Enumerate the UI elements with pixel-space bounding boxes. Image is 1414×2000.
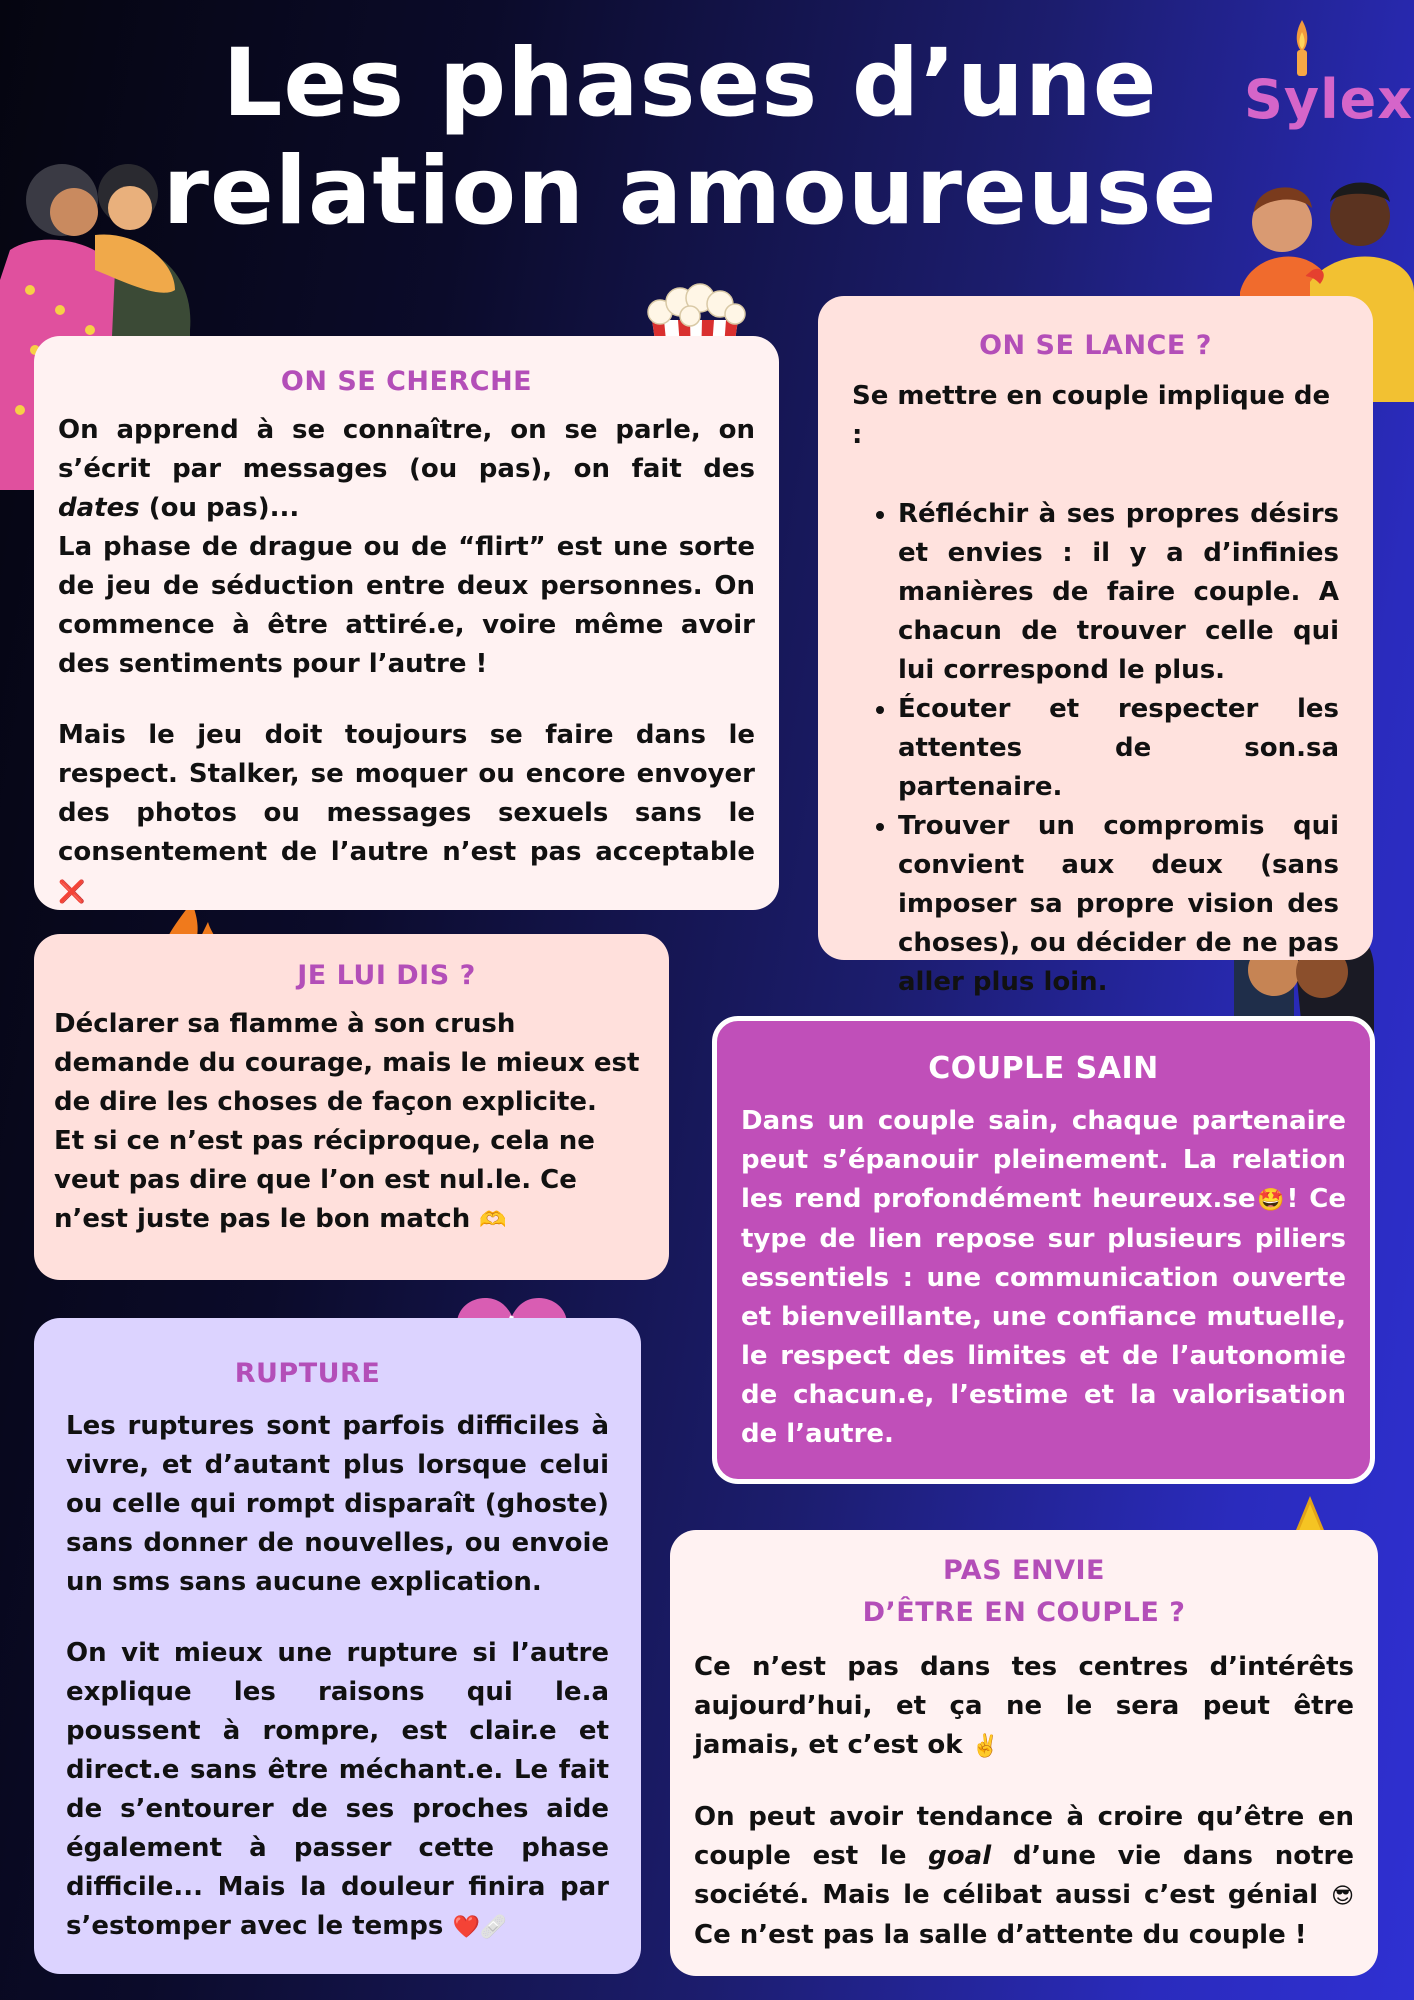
sunglasses-face-icon: 😎: [1331, 1884, 1354, 1909]
list-item: • Écouter et respecter les attentes de son.sa partenaire.: [898, 690, 1339, 807]
sain-paragraph: Dans un couple sain, chaque partenaire peut s’épanouir pleinement. La relation les rend profondément heureux.se🤩! Ce type de lien repose sur plusieurs piliers essentiels : une communication ouverte et bienveillante, une confiance mutuelle, le respect des limites et de l’autonomie de chacun.e, l’estime et la valorisation de l’autre.: [741, 1106, 1346, 1449]
heart-hands-icon: 🫶: [479, 1208, 507, 1233]
sylex-logo: [1236, 20, 1414, 150]
star-struck-icon: 🤩: [1255, 1188, 1287, 1213]
card-title-on-se-lance: ON SE LANCE ?: [979, 330, 1212, 361]
card-title-on-se-cherche: ON SE CHERCHE: [280, 366, 533, 397]
card-on-se-cherche: [34, 336, 779, 910]
rupture-paragraph-1: Les ruptures sont parfois difficiles à vivre, et d’autant plus lorsque celui ou celle qui rompt disparaît (ghoste) sans donner de nouvelles, ou envoie un sms sans aucune explication.: [66, 1411, 609, 1597]
dis-paragraph-1: Déclarer sa flamme à son crush demande du courage, mais le mieux est de dire les choses de façon explicite.: [54, 1009, 640, 1117]
card-rupture: [34, 1318, 641, 1974]
card-title-rupture: RUPTURE: [234, 1358, 381, 1389]
logo-text: Sylex: [1244, 68, 1414, 131]
cherche-paragraph-1: On apprend à se connaître, on se parle, on s’écrit par messages (ou pas), on fait des dates (ou pas)...: [58, 415, 755, 523]
envie-paragraph-2: On peut avoir tendance à croire qu’être en couple est le goal d’une vie dans notre société. Mais le célibat aussi c’est génial 😎 Ce n’est pas la salle d’attente du couple !: [694, 1802, 1354, 1950]
card-je-lui-dis: [34, 934, 669, 1280]
card-on-se-lance: [818, 296, 1373, 997]
lance-intro: Se mettre en couple implique de :: [852, 381, 1331, 450]
card-couple-sain: [712, 1016, 1375, 1484]
page-title: [150, 30, 1230, 246]
card-title-je-lui-dis: JE LUI DIS ?: [297, 960, 476, 991]
cherche-paragraph-2: La phase de drague ou de “flirt” est une sorte de jeu de séduction entre deux personnes. On commence à être attiré.e, voire même avoir des sentiments pour l’autre !: [58, 532, 755, 679]
lance-list: [852, 495, 1339, 1002]
list-item: • Réfléchir à ses propres désirs et envies : il y a d’infinies manières de faire couple. A chacun de trouver celle qui lui correspond le plus.: [898, 495, 1339, 690]
cherche-paragraph-3: Mais le jeu doit toujours se faire dans le respect. Stalker, se moquer ou encore envoyer des photos ou messages sexuels sans le consentement de l’autre n’est pas acceptable ❌: [58, 720, 755, 905]
cross-mark-icon: ❌: [58, 880, 86, 905]
victory-hand-icon: ✌️: [971, 1734, 1000, 1759]
title-line-1: Les phases d’une: [222, 29, 1158, 138]
list-item: • Trouver un compromis qui convient aux deux (sans imposer sa propre vision des choses), ou décider de ne pas aller plus loin.: [898, 807, 1339, 1002]
card-pas-envie: [670, 1530, 1378, 1976]
rupture-paragraph-2: On vit mieux une rupture si l’autre explique les raisons qui le.a poussent à rompre, est clair.e et direct.e sans être méchant.e. Le fait de s’entourer de ses proches aide également à passer cette phase difficile... Mais la douleur finira par s’estomper avec le temps ❤️🩹: [66, 1638, 609, 1941]
envie-paragraph-1: Ce n’est pas dans tes centres d’intérêts aujourd’hui, et ça ne le sera peut être jamais, et c’est ok ✌️: [694, 1652, 1354, 1760]
dis-paragraph-2: Et si ce n’est pas réciproque, cela ne veut pas dire que l’on est nul.le. Ce n’est juste pas le bon match 🫶: [54, 1126, 595, 1234]
mending-heart-icon: ❤️🩹: [452, 1915, 508, 1940]
card-title-couple-sain: COUPLE SAIN: [928, 1051, 1159, 1086]
title-line-2: relation amoureuse: [162, 137, 1218, 246]
card-title-pas-envie: PAS ENVIE D’ÊTRE EN COUPLE ?: [862, 1555, 1186, 1628]
